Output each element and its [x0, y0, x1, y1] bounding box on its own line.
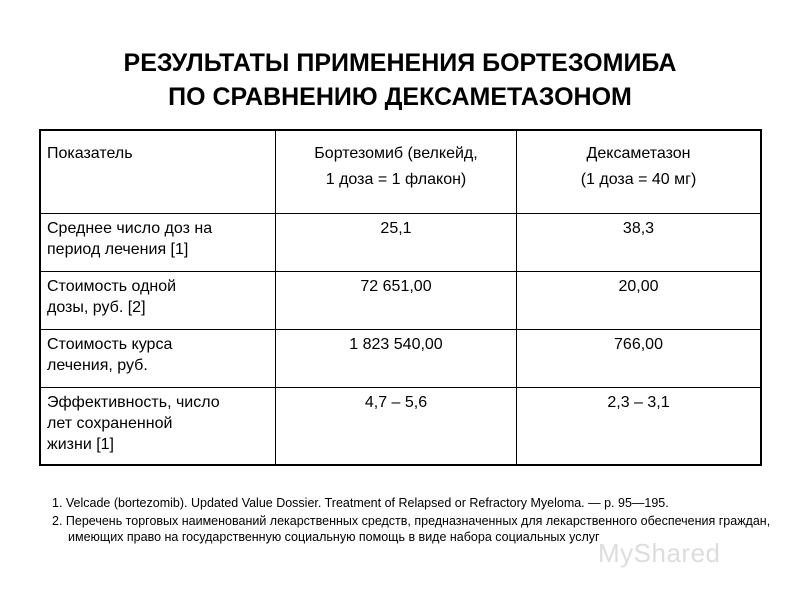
footnote-2: 2. Перечень торговых наименований лекарственных средств, предназначенных для лекарственного обеспечения граждан, имеющих право на государственную социальную помощь в виде набора социальных услуг — [52, 513, 771, 544]
table-header-row — [40, 130, 761, 214]
bortezomib-value: 72 651,00 — [276, 272, 517, 330]
dexamethasone-value: 20,00 — [517, 272, 762, 330]
footnotes — [52, 495, 772, 546]
slide-title-line-1: РЕЗУЛЬТАТЫ ПРИМЕНЕНИЯ БОРТЕЗОМИБА — [123, 49, 677, 77]
bortezomib-value: 4,7 – 5,6 — [276, 388, 517, 466]
comparison-table — [39, 129, 762, 466]
header-indicator: Показатель — [40, 130, 276, 214]
table-row — [40, 214, 761, 272]
dexamethasone-value: 38,3 — [517, 214, 762, 272]
table-row — [40, 388, 761, 466]
dexamethasone-value: 2,3 – 3,1 — [517, 388, 762, 466]
row-label: Эффективность, число лет сохраненной жизни [1] — [40, 388, 276, 466]
table-row — [40, 272, 761, 330]
row-label: Среднее число доз на период лечения [1] — [40, 214, 276, 272]
row-label: Стоимость одной дозы, руб. [2] — [40, 272, 276, 330]
dexamethasone-value: 766,00 — [517, 330, 762, 388]
table-row — [40, 330, 761, 388]
bortezomib-value: 25,1 — [276, 214, 517, 272]
header-bortezomib: Бортезомиб (велкейд, 1 доза = 1 флакон) — [276, 130, 517, 214]
header-dexamethasone: Дексаметазон (1 доза = 40 мг) — [517, 130, 762, 214]
footnote-1: 1. Velcade (bortezomib). Updated Value Dossier. Treatment of Relapsed or Refractory Myeloma. — p. 95—195. — [52, 496, 669, 510]
watermark-logo: MyShared — [598, 538, 721, 568]
slide-title-line-2: ПО СРАВНЕНИЮ ДЕКСАМЕТАЗОНОМ — [168, 83, 632, 111]
row-label: Стоимость курса лечения, руб. — [40, 330, 276, 388]
bortezomib-value: 1 823 540,00 — [276, 330, 517, 388]
slide-title — [20, 46, 780, 114]
